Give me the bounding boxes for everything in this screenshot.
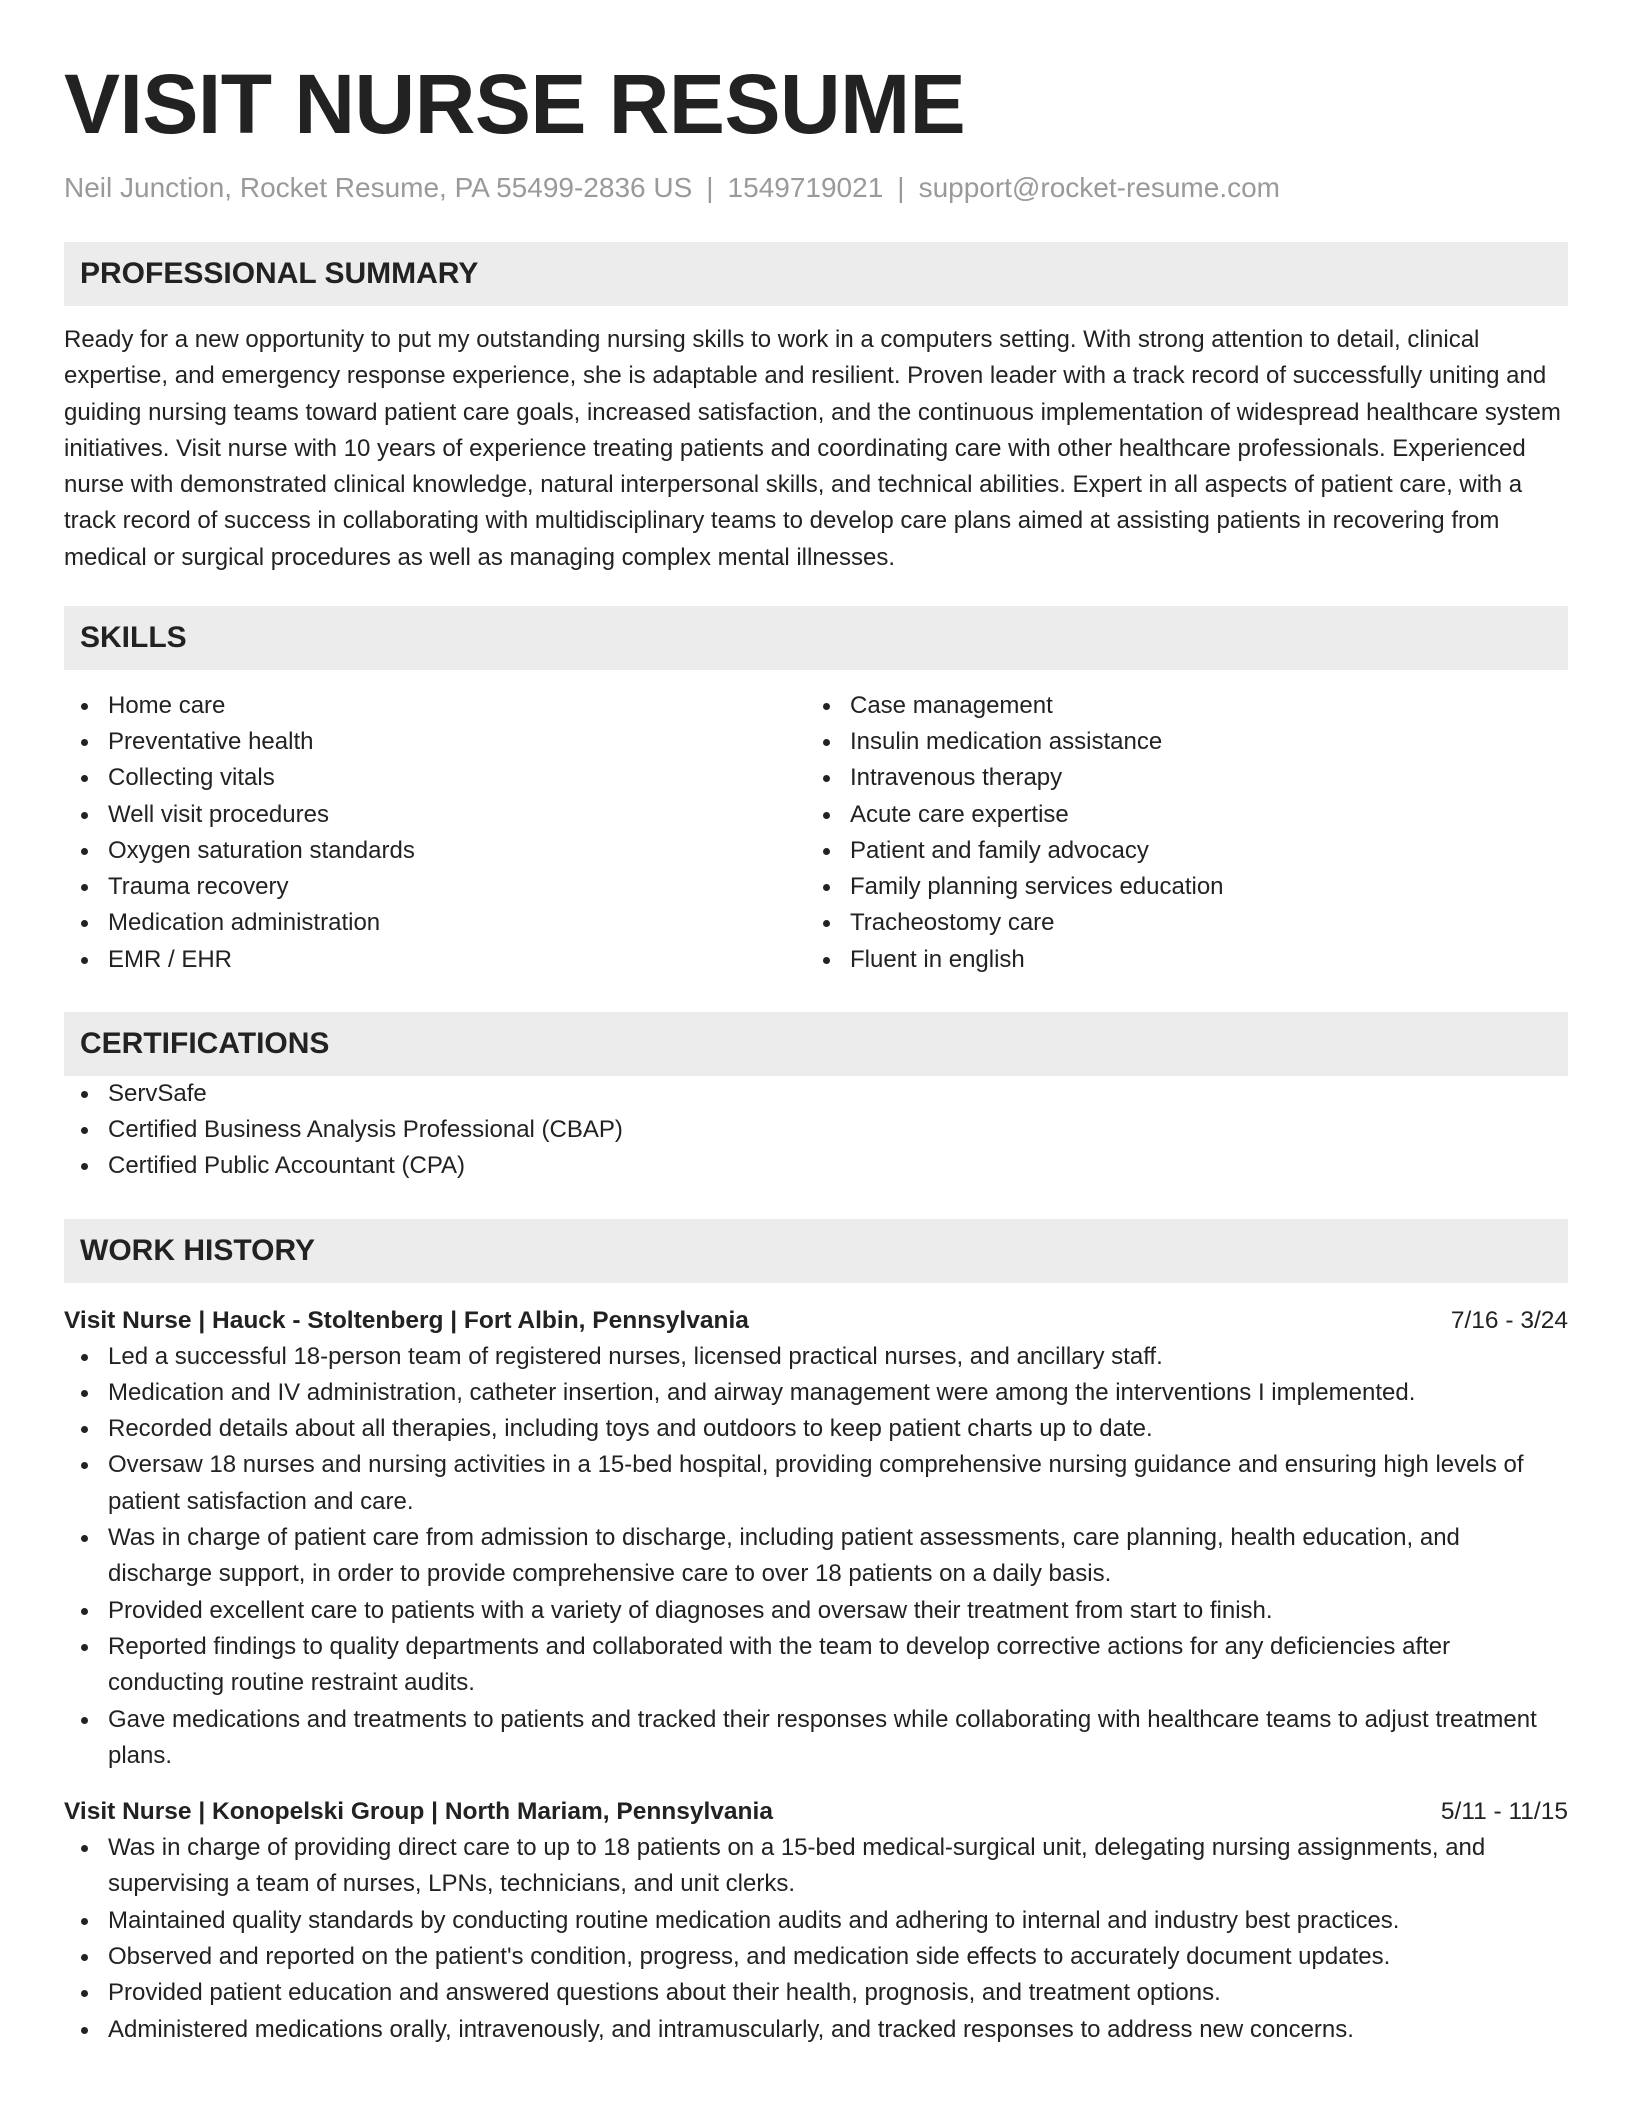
job-title: Visit Nurse | Konopelski Group | North Mariam, Pennsylvania: [64, 1798, 773, 1826]
resume-title: VISIT NURSE RESUME: [64, 57, 966, 151]
skill-item: Acute care expertise: [806, 797, 1548, 833]
job-bullets: [64, 1339, 1568, 1775]
job-bullets: [64, 1830, 1568, 2048]
job-bullet: Observed and reported on the patient's condition, progress, and medication side effects to accurately document updates.: [64, 1939, 1568, 1975]
contact-email: support@rocket-resume.com: [918, 172, 1280, 203]
certification-item: Certified Business Analysis Professional (CBAP): [64, 1112, 1568, 1148]
skill-item: EMR / EHR: [64, 942, 806, 978]
job-bullet: Oversaw 18 nurses and nursing activities in a 15-bed hospital, providing comprehensive nursing guidance and ensuring high levels of patient satisfaction and care.: [64, 1447, 1568, 1520]
skill-item: Tracheostomy care: [806, 905, 1548, 941]
skill-item: Insulin medication assistance: [806, 724, 1548, 760]
job-bullet: Led a successful 18-person team of registered nurses, licensed practical nurses, and ancillary staff.: [64, 1339, 1568, 1375]
job-bullet: Maintained quality standards by conducting routine medication audits and adhering to internal and industry best practices.: [64, 1903, 1568, 1939]
certifications-list: [64, 1076, 1568, 1185]
job-entry: [64, 1303, 1568, 1775]
job-title: Visit Nurse | Hauck - Stoltenberg | Fort Albin, Pennsylvania: [64, 1306, 749, 1334]
skills-heading: SKILLS: [64, 606, 1568, 670]
skill-item: Preventative health: [64, 724, 806, 760]
job-dates: 5/11 - 11/15: [1440, 1798, 1568, 1826]
job-bullet: Was in charge of patient care from admission to discharge, including patient assessments, care planning, health education, and discharge support, in order to provide comprehensive care to over 18 patients on a daily basis.: [64, 1520, 1568, 1593]
contact-address: Neil Junction, Rocket Resume, PA 55499-2836 US: [64, 172, 693, 203]
contact-line: [64, 170, 1568, 206]
job-bullet: Reported findings to quality departments and collaborated with the team to develop corrective actions for any deficiencies after conducting routine restraint audits.: [64, 1629, 1568, 1702]
skill-item: Patient and family advocacy: [806, 833, 1548, 869]
job-bullet: Recorded details about all therapies, including toys and outdoors to keep patient charts up to date.: [64, 1411, 1568, 1447]
job-bullet: Provided excellent care to patients with a variety of diagnoses and oversaw their treatment from start to finish.: [64, 1593, 1568, 1629]
job-bullet: Was in charge of providing direct care to up to 18 patients on a 15-bed medical-surgical unit, delegating nursing assignments, and supervising a team of nurses, LPNs, technicians, and unit clerks.: [64, 1830, 1568, 1903]
contact-separator: |: [706, 172, 714, 203]
skills-left-list: [64, 688, 806, 978]
skill-item: Collecting vitals: [64, 760, 806, 796]
skills-right-list: [806, 688, 1548, 978]
skill-item: Intravenous therapy: [806, 760, 1548, 796]
skill-item: Family planning services education: [806, 869, 1548, 905]
skill-item: Trauma recovery: [64, 869, 806, 905]
skill-item: Oxygen saturation standards: [64, 833, 806, 869]
skill-item: Well visit procedures: [64, 797, 806, 833]
job-entry: [64, 1794, 1568, 2048]
job-bullet: Administered medications orally, intravenously, and intramuscularly, and tracked responses to address new concerns.: [64, 2012, 1568, 2048]
job-header: [64, 1303, 1568, 1339]
job-dates: 7/16 - 3/24: [1450, 1306, 1568, 1334]
skill-item: Medication administration: [64, 905, 806, 941]
summary-text: Ready for a new opportunity to put my outstanding nursing skills to work in a computers setting. With strong attention to detail, clinical expertise, and emergency response experience, she is adaptable and resilient. Proven leader with a track record of successfully uniting and guiding nursing teams toward patient care goals, increased satisfaction, and the continuous implementation of widespread healthcare system initiatives. Visit nurse with 10 years of experience treating patients and coordinating care with other healthcare professionals. Experienced nurse with demonstrated clinical knowledge, natural interpersonal skills, and technical abilities. Expert in all aspects of patient care, with a track record of success in collaborating with multidisciplinary teams to develop care plans aimed at assisting patients in recovering from medical or surgical procedures as well as managing complex mental illnesses.: [64, 326, 1561, 571]
work-history-heading: WORK HISTORY: [64, 1219, 1568, 1283]
certification-item: ServSafe: [64, 1076, 1568, 1112]
job-bullet: Gave medications and treatments to patients and tracked their responses while collaborating with healthcare teams to adjust treatment plans.: [64, 1702, 1568, 1775]
job-header: [64, 1794, 1568, 1830]
contact-phone: 1549719021: [727, 172, 884, 203]
skills-columns: [64, 688, 1568, 978]
certification-item: Certified Public Accountant (CPA): [64, 1148, 1568, 1184]
job-bullet: Provided patient education and answered questions about their health, prognosis, and treatment options.: [64, 1975, 1568, 2011]
skill-item: Fluent in english: [806, 942, 1548, 978]
skill-item: Case management: [806, 688, 1548, 724]
certifications-heading: CERTIFICATIONS: [64, 1012, 1568, 1076]
job-bullet: Medication and IV administration, catheter insertion, and airway management were among the interventions I implemented.: [64, 1375, 1568, 1411]
skill-item: Home care: [64, 688, 806, 724]
contact-separator: |: [897, 172, 905, 203]
summary-heading: PROFESSIONAL SUMMARY: [64, 242, 1568, 306]
